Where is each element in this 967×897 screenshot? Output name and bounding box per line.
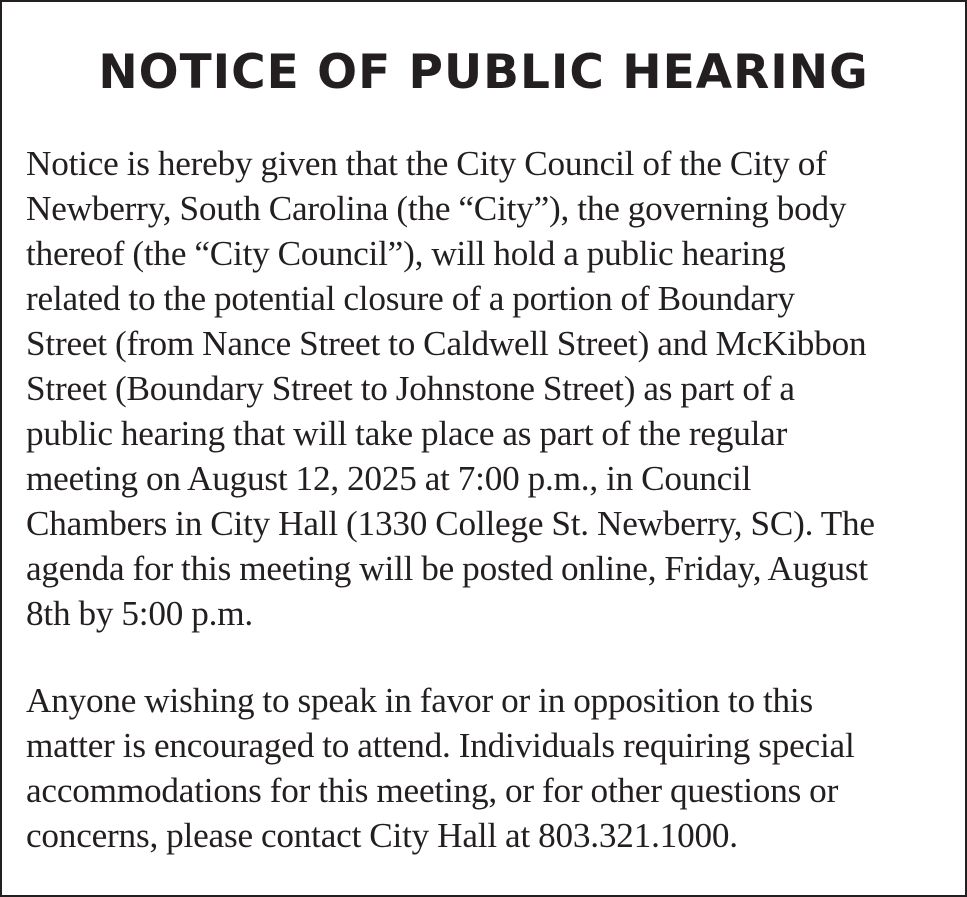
paragraph-1-line: meeting on August 12, 2025 at 7:00 p.m., in Council <box>26 459 752 498</box>
paragraph-2-line: accommodations for this meeting, or for other questions or <box>26 771 839 810</box>
paragraph-1-line: public hearing that will take place as part of the regular <box>26 414 788 453</box>
paragraph-2-line: matter is encouraged to attend. Individuals requiring special <box>26 726 855 765</box>
paragraph-1-line: related to the potential closure of a portion of Boundary <box>26 279 795 318</box>
paragraph-1-line: Street (Boundary Street to Johnstone Street) as part of a <box>26 369 795 408</box>
paragraph-1-line: thereof (the “City Council”), will hold a public hearing <box>26 234 786 273</box>
paragraph-2-line: Anyone wishing to speak in favor or in opposition to this <box>26 681 813 720</box>
paragraph-1-line: Notice is hereby given that the City Council of the City of <box>26 144 827 183</box>
paragraph-1-line: agenda for this meeting will be posted online, Friday, August <box>26 549 868 588</box>
notice-paragraph-1 <box>26 141 945 636</box>
paragraph-1-line: Street (from Nance Street to Caldwell Street) and McKibbon <box>26 324 867 363</box>
notice-paragraph-2 <box>26 678 945 858</box>
paragraph-1-line: Newberry, South Carolina (the “City”), the governing body <box>26 189 847 228</box>
notice-title: NOTICE OF PUBLIC HEARING <box>98 45 869 100</box>
paragraph-1-line: 8th by 5:00 p.m. <box>26 594 253 633</box>
paragraph-1-line: Chambers in City Hall (1330 College St. Newberry, SC). The <box>26 504 875 543</box>
paragraph-2-line: concerns, please contact City Hall at 803.321.1000. <box>26 816 738 855</box>
